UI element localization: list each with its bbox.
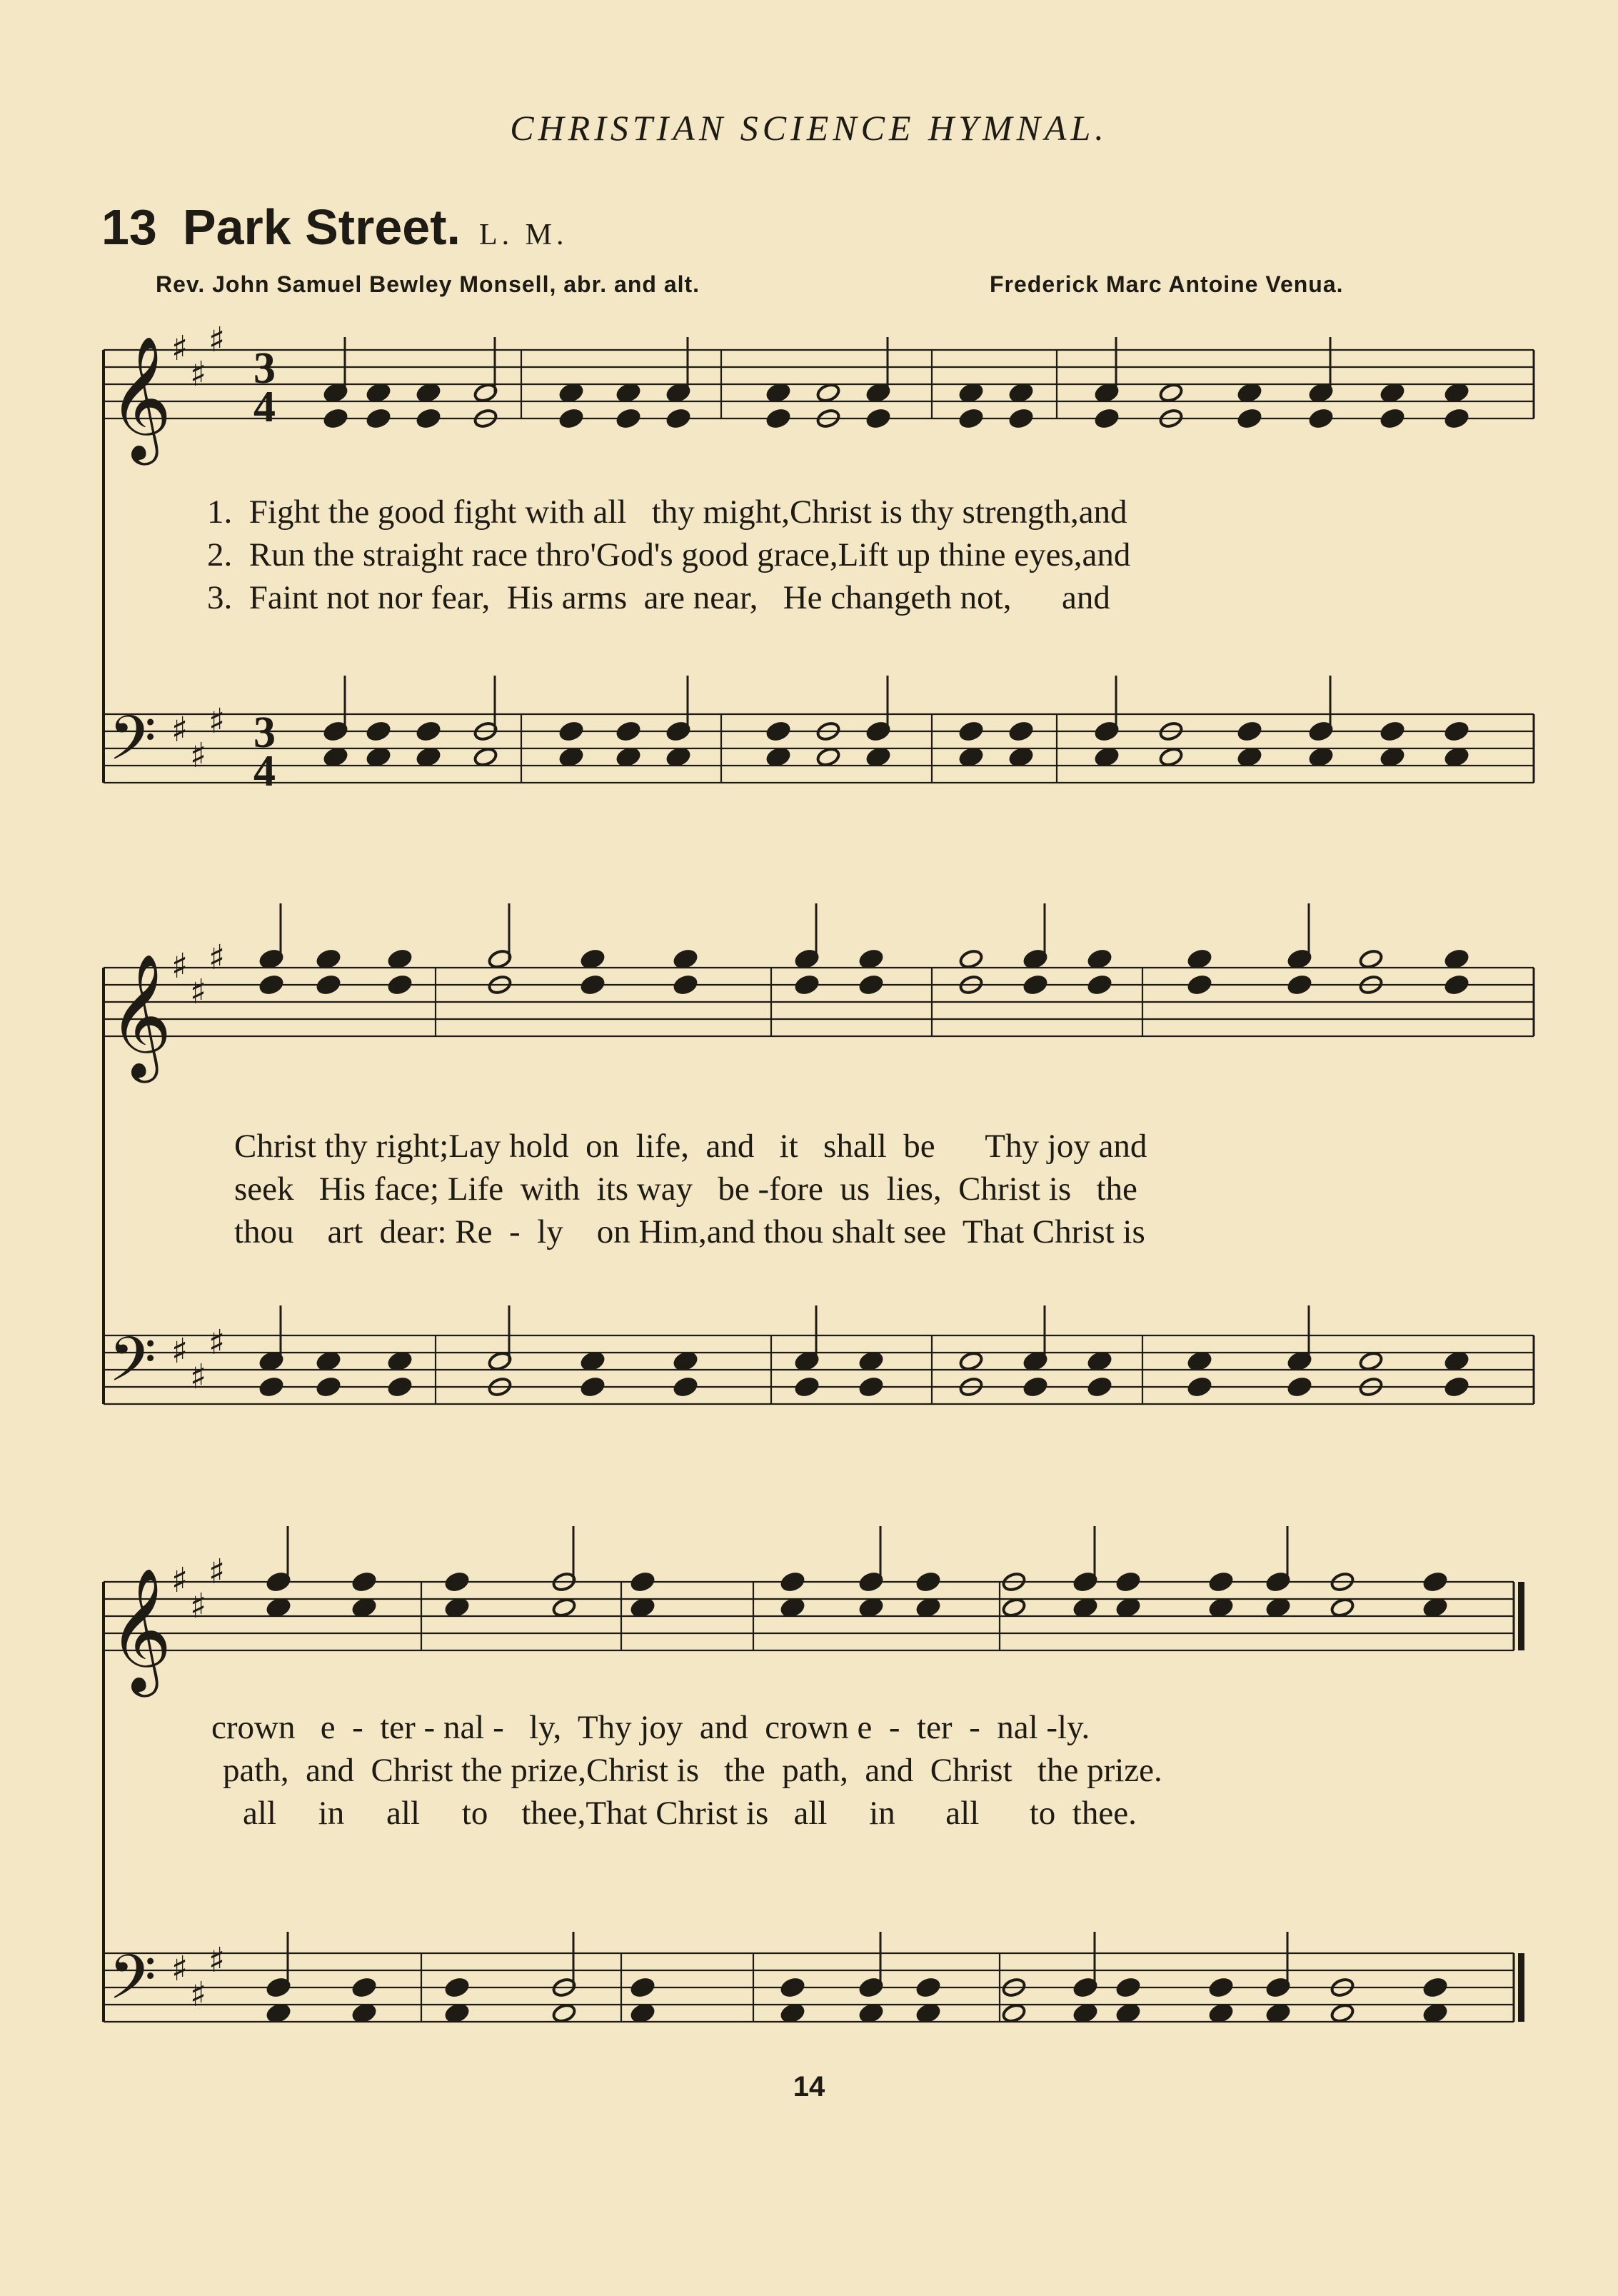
- note-head: [1087, 1350, 1112, 1372]
- note-head: [673, 1376, 698, 1398]
- hymn-number: 13: [101, 199, 157, 255]
- note-head: [580, 974, 605, 996]
- note-head: [1422, 1597, 1447, 1618]
- note-head: [1094, 408, 1119, 429]
- note-head: [258, 1376, 283, 1398]
- sharp-icon: ♯: [171, 946, 189, 986]
- note-head: [444, 1597, 469, 1618]
- note-head: [387, 948, 412, 970]
- sharp-icon: ♯: [171, 1331, 189, 1371]
- note-head: [780, 1597, 805, 1618]
- note-head: [1208, 1597, 1233, 1618]
- note-head: [316, 948, 341, 970]
- note-head: [780, 2002, 805, 2024]
- note-head: [1237, 746, 1262, 768]
- sharp-icon: ♯: [208, 1323, 226, 1363]
- sharp-icon: ♯: [171, 710, 189, 750]
- sharp-icon: ♯: [208, 320, 226, 360]
- note-head: [316, 974, 341, 996]
- sharp-icon: ♯: [208, 701, 226, 741]
- note-head: [580, 1350, 605, 1372]
- sharp-icon: ♯: [190, 354, 207, 394]
- note-head: [1208, 1977, 1233, 1998]
- note-head: [1001, 2002, 1026, 2024]
- note-head: [366, 408, 391, 429]
- note-head: [351, 1597, 376, 1618]
- note-head: [915, 1977, 940, 1998]
- treble-clef-icon: 𝄞: [109, 953, 172, 1078]
- note-head: [1237, 382, 1262, 403]
- note-head: [1001, 1597, 1026, 1618]
- note-head: [1444, 721, 1469, 742]
- note-head: [794, 1376, 819, 1398]
- note-head: [351, 1571, 376, 1593]
- note-head: [958, 1350, 983, 1372]
- note-head: [323, 746, 348, 768]
- note-head: [1287, 974, 1312, 996]
- note-head: [1444, 408, 1469, 429]
- time-signature-bottom: 4: [253, 747, 276, 796]
- note-head: [1308, 408, 1333, 429]
- bass-clef-icon: 𝄢: [109, 702, 156, 789]
- note-head: [865, 746, 890, 768]
- note-head: [958, 721, 983, 742]
- sharp-icon: ♯: [208, 1940, 226, 1980]
- note-head: [1072, 2002, 1097, 2024]
- note-head: [416, 746, 441, 768]
- note-head: [1072, 1597, 1097, 1618]
- note-head: [558, 382, 583, 403]
- note-head: [1380, 721, 1405, 742]
- note-head: [915, 1571, 940, 1593]
- note-head: [765, 721, 790, 742]
- note-head: [915, 1597, 940, 1618]
- lyric-line-s3-v2: path, and Christ the prize,Christ is the path, and Christ the prize.: [223, 1752, 1162, 1789]
- note-head: [416, 721, 441, 742]
- time-signature-top: 3: [253, 708, 276, 757]
- note-head: [1444, 974, 1469, 996]
- note-head: [1380, 382, 1405, 403]
- bass-clef-icon: 𝄢: [109, 1941, 156, 2028]
- sharp-icon: ♯: [190, 736, 207, 776]
- time-signature-top: 3: [253, 344, 276, 393]
- note-head: [1330, 2002, 1355, 2024]
- note-head: [444, 1977, 469, 1998]
- note-head: [1158, 746, 1183, 768]
- note-head: [1330, 1597, 1355, 1618]
- note-head: [266, 1597, 291, 1618]
- note-head: [1087, 948, 1112, 970]
- sharp-icon: ♯: [208, 938, 226, 978]
- note-head: [1008, 382, 1033, 403]
- note-head: [1380, 408, 1405, 429]
- note-head: [1444, 948, 1469, 970]
- note-head: [558, 408, 583, 429]
- music-credit: Frederick Marc Antoine Venua.: [990, 271, 1344, 297]
- note-head: [1422, 1571, 1447, 1593]
- note-head: [366, 382, 391, 403]
- running-head: CHRISTIAN SCIENCE HYMNAL.: [510, 108, 1108, 148]
- sharp-icon: ♯: [171, 1949, 189, 1989]
- note-head: [1187, 974, 1212, 996]
- sharp-icon: ♯: [208, 1552, 226, 1592]
- treble-clef-icon: 𝄞: [109, 336, 172, 460]
- note-head: [665, 746, 690, 768]
- note-head: [1187, 1350, 1212, 1372]
- note-head: [794, 974, 819, 996]
- note-head: [1115, 2002, 1140, 2024]
- note-head: [316, 1350, 341, 1372]
- note-head: [1022, 974, 1047, 996]
- lyric-line-s1-v2: 2. Run the straight race thro'God's good grace,Lift up thine eyes,and: [207, 536, 1131, 573]
- note-head: [1208, 1571, 1233, 1593]
- note-head: [1008, 408, 1033, 429]
- note-head: [1358, 1350, 1383, 1372]
- note-head: [1158, 382, 1183, 403]
- final-barline: [1518, 1582, 1524, 1650]
- note-head: [1237, 721, 1262, 742]
- note-head: [323, 408, 348, 429]
- note-head: [1115, 1977, 1140, 1998]
- note-head: [858, 1350, 883, 1372]
- note-head: [1115, 1571, 1140, 1593]
- lyric-line-s3-v3: all in all to thee,That Christ is all in all to thee.: [243, 1795, 1137, 1832]
- lyric-line-s1-v1: 1. Fight the good fight with all thy might,Christ is thy strength,and: [207, 493, 1127, 531]
- lyric-line-s2-v1: Christ thy right;Lay hold on life, and it shall be Thy joy and: [234, 1128, 1147, 1165]
- note-head: [780, 1977, 805, 1998]
- words-credit: Rev. John Samuel Bewley Monsell, abr. and alt.: [156, 271, 700, 297]
- note-head: [858, 1376, 883, 1398]
- sharp-icon: ♯: [190, 1975, 207, 2015]
- lyric-line-s2-v3: thou art dear: Re - ly on Him,and thou shalt see That Christ is: [234, 1213, 1145, 1250]
- time-signature-bottom: 4: [253, 383, 276, 431]
- note-head: [258, 974, 283, 996]
- note-head: [673, 974, 698, 996]
- note-head: [1008, 721, 1033, 742]
- note-head: [558, 721, 583, 742]
- note-head: [1008, 746, 1033, 768]
- note-head: [387, 1350, 412, 1372]
- page-number: 14: [793, 2071, 825, 2102]
- note-head: [1444, 382, 1469, 403]
- note-head: [958, 408, 983, 429]
- lyric-line-s3-v1: crown e - ter - nal - ly, Thy joy and crown e - ter - nal -ly.: [211, 1709, 1090, 1746]
- note-head: [765, 408, 790, 429]
- note-head: [1308, 746, 1333, 768]
- note-head: [615, 382, 640, 403]
- sharp-icon: ♯: [190, 1586, 207, 1626]
- note-head: [615, 408, 640, 429]
- note-head: [1422, 2002, 1447, 2024]
- note-head: [1358, 948, 1383, 970]
- sharp-icon: ♯: [171, 1560, 189, 1600]
- lyric-line-s1-v3: 3. Faint not nor fear, His arms are near, He changeth not, and: [207, 579, 1110, 616]
- lyric-line-s2-v2: seek His face; Life with its way be -fore us lies, Christ is the: [234, 1170, 1137, 1208]
- note-head: [351, 1977, 376, 1998]
- note-head: [558, 746, 583, 768]
- note-head: [815, 382, 840, 403]
- note-head: [780, 1571, 805, 1593]
- note-head: [580, 948, 605, 970]
- note-head: [1087, 1376, 1112, 1398]
- note-head: [551, 1597, 576, 1618]
- note-head: [815, 746, 840, 768]
- final-barline: [1518, 1953, 1524, 2022]
- note-head: [665, 408, 690, 429]
- note-head: [1187, 948, 1212, 970]
- note-head: [1265, 2002, 1290, 2024]
- note-head: [1444, 1376, 1469, 1398]
- note-head: [351, 2002, 376, 2024]
- note-head: [673, 948, 698, 970]
- note-head: [387, 1376, 412, 1398]
- note-head: [444, 2002, 469, 2024]
- note-head: [765, 382, 790, 403]
- tune-name: Park Street.: [182, 199, 461, 255]
- note-head: [630, 1977, 655, 1998]
- note-head: [1087, 974, 1112, 996]
- note-head: [551, 2002, 576, 2024]
- note-head: [1444, 746, 1469, 768]
- note-head: [473, 746, 498, 768]
- note-head: [1265, 1597, 1290, 1618]
- note-head: [915, 2002, 940, 2024]
- note-head: [958, 948, 983, 970]
- sharp-icon: ♯: [190, 972, 207, 1012]
- note-head: [630, 1571, 655, 1593]
- note-head: [630, 2002, 655, 2024]
- note-head: [1208, 2002, 1233, 2024]
- note-head: [615, 746, 640, 768]
- note-head: [615, 721, 640, 742]
- note-head: [958, 382, 983, 403]
- treble-clef-icon: 𝄞: [109, 1568, 172, 1692]
- note-head: [266, 2002, 291, 2024]
- note-head: [1094, 746, 1119, 768]
- note-head: [1444, 1350, 1469, 1372]
- sharp-icon: ♯: [190, 1357, 207, 1397]
- note-head: [366, 721, 391, 742]
- note-head: [387, 974, 412, 996]
- note-head: [858, 974, 883, 996]
- note-head: [958, 746, 983, 768]
- note-head: [316, 1376, 341, 1398]
- note-head: [1187, 1376, 1212, 1398]
- note-head: [1115, 1597, 1140, 1618]
- note-head: [865, 408, 890, 429]
- note-head: [416, 382, 441, 403]
- note-head: [630, 1597, 655, 1618]
- note-head: [1022, 1376, 1047, 1398]
- note-head: [416, 408, 441, 429]
- note-head: [366, 746, 391, 768]
- note-head: [444, 1571, 469, 1593]
- note-head: [1422, 1977, 1447, 1998]
- meter: L. M.: [478, 219, 568, 251]
- note-head: [580, 1376, 605, 1398]
- note-head: [673, 1350, 698, 1372]
- bass-clef-icon: 𝄢: [109, 1323, 156, 1410]
- note-head: [765, 746, 790, 768]
- note-head: [1380, 746, 1405, 768]
- note-head: [1237, 408, 1262, 429]
- note-head: [858, 1597, 883, 1618]
- note-head: [1287, 1376, 1312, 1398]
- sharp-icon: ♯: [171, 329, 189, 369]
- note-head: [858, 948, 883, 970]
- note-head: [858, 2002, 883, 2024]
